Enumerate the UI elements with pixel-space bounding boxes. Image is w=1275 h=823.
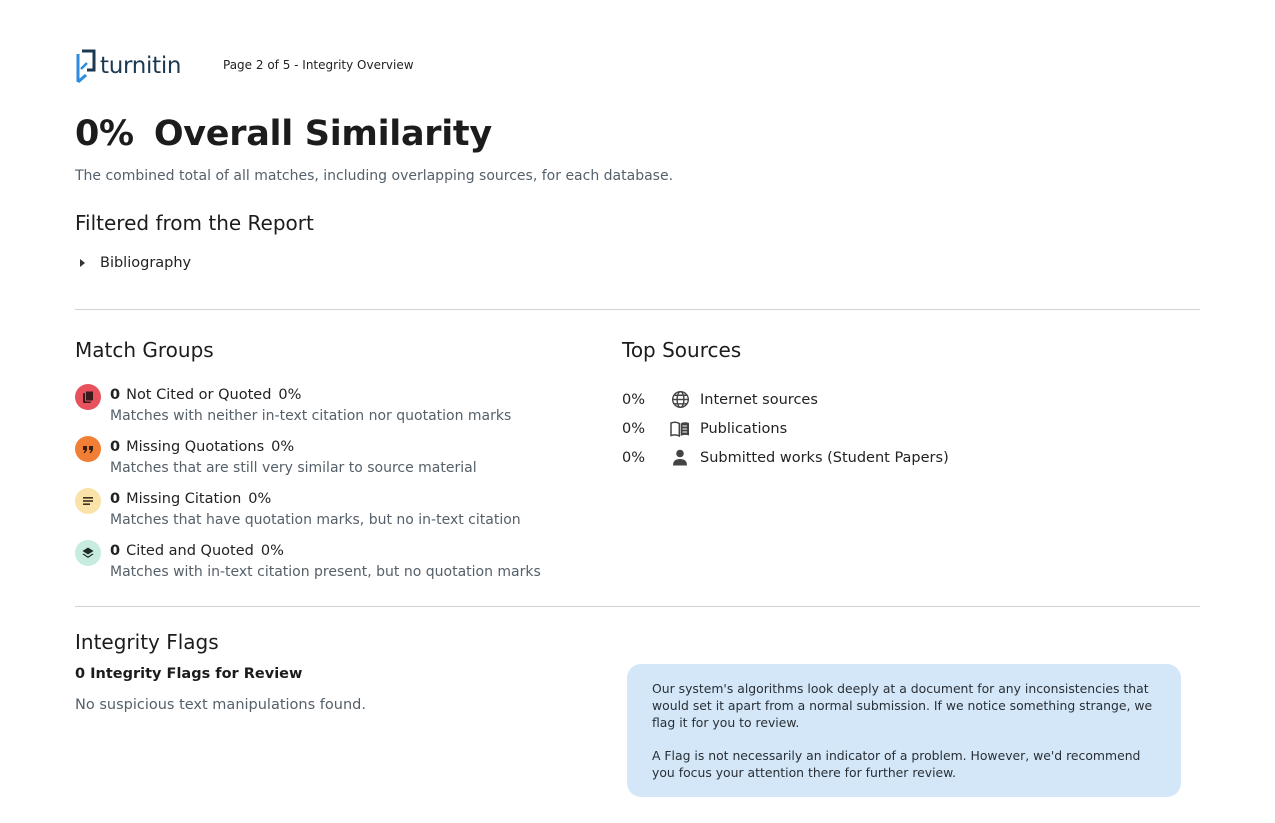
source-submitted-works[interactable] <box>622 443 1182 472</box>
match-count: 0 <box>110 387 121 403</box>
note-paragraph: A Flag is not necessarily an indicator of a problem. However, we'd recommend you focus your attention there for further review. <box>652 748 1141 780</box>
match-percent: 0% <box>248 491 272 507</box>
match-group-not-cited[interactable] <box>75 384 595 436</box>
globe-icon <box>670 390 690 410</box>
page-info: Page 2 of 5 - Integrity Overview <box>223 58 414 72</box>
source-percent: 0% <box>622 391 646 408</box>
turnitin-logo-icon <box>75 48 97 84</box>
person-icon <box>670 448 690 468</box>
source-label: Internet sources <box>700 391 818 408</box>
similarity-percent: 0% <box>75 114 134 154</box>
report-header <box>75 48 414 84</box>
section-divider <box>75 606 1200 607</box>
logo-wordmark: turnitin <box>100 52 182 79</box>
filtered-title: Filtered from the Report <box>75 211 314 235</box>
filtered-item-label: Bibliography <box>100 255 192 271</box>
match-description: Matches that are still very similar to source material <box>110 460 477 476</box>
top-sources-list <box>622 385 1182 472</box>
match-label: Cited and Quoted <box>126 543 254 559</box>
document-copy-icon <box>75 384 101 410</box>
caret-right-icon <box>80 259 85 267</box>
quotation-icon <box>75 436 101 462</box>
lines-icon <box>75 488 101 514</box>
top-sources-title: Top Sources <box>622 338 742 362</box>
source-percent: 0% <box>622 449 646 466</box>
layers-icon <box>75 540 101 566</box>
match-count: 0 <box>110 543 121 559</box>
similarity-title: Overall Similarity <box>153 114 492 154</box>
book-icon <box>670 419 690 439</box>
match-percent: 0% <box>260 543 284 559</box>
source-label: Submitted works (Student Papers) <box>700 449 949 466</box>
filtered-item-bibliography[interactable] <box>80 255 191 271</box>
match-group-missing-quotations[interactable] <box>75 436 595 488</box>
match-count: 0 <box>110 491 121 507</box>
similarity-subtitle: The combined total of all matches, including overlapping sources, for each database. <box>75 168 674 184</box>
note-paragraph: Our system's algorithms look deeply at a document for any inconsistencies that would set it apart from a normal submission. If we notice something strange, we flag it for you to review. <box>652 681 1153 730</box>
match-label: Not Cited or Quoted <box>126 387 272 403</box>
match-description: Matches with neither in-text citation nor quotation marks <box>110 408 512 424</box>
source-publications[interactable] <box>622 414 1182 443</box>
match-percent: 0% <box>278 387 302 403</box>
match-label: Missing Quotations <box>126 439 265 455</box>
turnitin-logo <box>75 48 181 84</box>
match-groups-list <box>75 384 595 592</box>
match-group-cited-quoted[interactable] <box>75 540 595 592</box>
source-percent: 0% <box>622 420 646 437</box>
integrity-flags-count: 0 Integrity Flags for Review <box>75 666 303 682</box>
match-description: Matches with in-text citation present, but no quotation marks <box>110 564 541 580</box>
match-label: Missing Citation <box>126 491 242 507</box>
match-count: 0 <box>110 439 121 455</box>
page-title <box>75 114 492 154</box>
source-label: Publications <box>700 420 788 437</box>
match-description: Matches that have quotation marks, but no in-text citation <box>110 512 521 528</box>
integrity-flags-title: Integrity Flags <box>75 630 219 654</box>
section-divider <box>75 309 1200 310</box>
match-percent: 0% <box>271 439 295 455</box>
integrity-flags-status: No suspicious text manipulations found. <box>75 697 366 713</box>
match-group-missing-citation[interactable] <box>75 488 595 540</box>
integrity-info-note <box>627 664 1181 797</box>
match-groups-title: Match Groups <box>75 338 214 362</box>
source-internet[interactable] <box>622 385 1182 414</box>
